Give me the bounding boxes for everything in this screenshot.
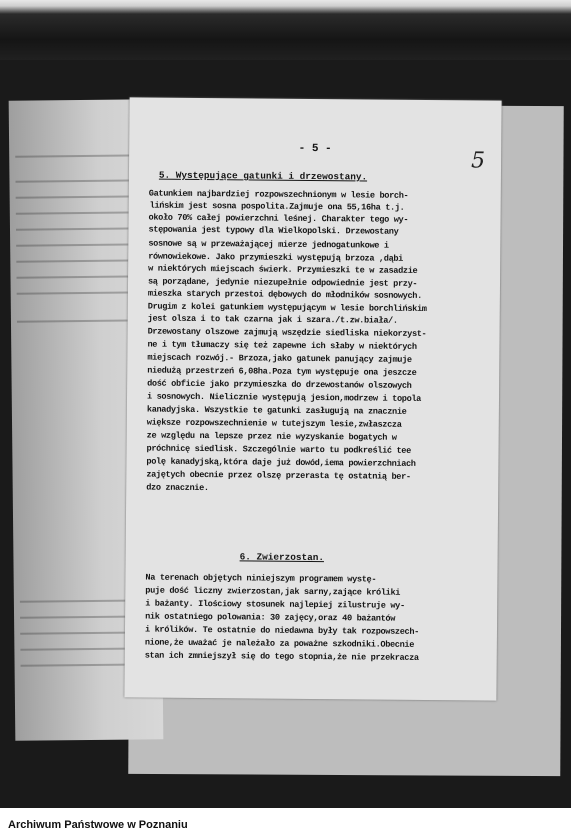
text-line: Gatunkiem najbardziej rozpowszechnionym w lesie borch- <box>148 188 409 201</box>
text-line: ze względu na lepsze przez nie wyzyskanie bogatych w <box>146 430 397 443</box>
text-line: i sosnowych. Nielicznie występują jesion,modrzew i topola <box>146 391 422 404</box>
text-line: polę kanadyjską,która daje już dowód,iema powierzchniach <box>146 456 416 469</box>
text-line: Drugim z kolei gatunkiem występującym w lesie borchlińskim <box>147 301 427 314</box>
text-line: większe rozpowszechnienie w tutejszym lesie,zwłaszcza <box>146 417 402 430</box>
text-line: dzo znacznie. <box>146 482 209 494</box>
text-line: mieszka starych przestoi dębowych do młodników sosnowych. <box>147 288 422 301</box>
text-line: niedużą przestrzeń 6,08ha.Poza tym występuje ona jeszcze <box>147 365 417 378</box>
text-line: nione,że uważać je należało za poważne szkodniki.Obecnie <box>144 637 415 650</box>
text-line: i bażanty. Ilościowy stosunek najlepiej zilustruje wy- <box>145 598 405 611</box>
text-line: jest olsza i to tak czarna jak i szara./t.zw.biała/. <box>147 313 398 326</box>
text-line: miejscach rozwój.- Brzoza,jako gatunek panujący zajmuje <box>147 352 412 365</box>
text-line: ne i tym tłumaczy się też zapewne ich słaby w niektórych <box>147 339 417 352</box>
text-line: i królików. Te ostatnie do niedawna były tak rozpowszech- <box>144 624 420 637</box>
text-line: zajętych obecnie przez olszę przerasta tę ostatnią ber- <box>146 469 411 482</box>
text-line: lińskim jest sosna pospolita.Zajmuje ona 55,16ha t.j. <box>149 200 405 213</box>
text-line: równowiekowe. Jako przymieszki występują brzoza ,dąbi <box>148 251 404 264</box>
section-6-heading: 6. Zwierzostan. <box>239 551 325 564</box>
text-line: Drzewostany olszowe zajmują wszędzie siedliska niekorzyst- <box>147 326 427 339</box>
film-edge <box>0 0 571 60</box>
page-number: - 5 - <box>298 142 332 156</box>
text-line: około 70% całej powierzchni leśnej. Charakter tego wy- <box>148 212 409 225</box>
text-line: nik ostatniego polowania: 30 zajęcy,oraz 40 bażantów <box>145 611 396 624</box>
text-line: stan ich zmniejszył się do tego stopnia,że nie przekracza <box>144 650 419 663</box>
section-5-heading: 5. Występujące gatunki i drzewostany. <box>158 169 368 183</box>
text-line: stępowania jest typowy dla Wielkopolski. Drzewostany <box>148 224 399 237</box>
text-line: kanadyjska. Wszystkie te gatunki zasługują na znacznie <box>146 404 407 417</box>
text-line: puje dość liczny zwierzostan,jak sarny,zające króliki <box>145 585 401 598</box>
text-line: sosnowe są w przeważającej mierze jednogatunkowe i <box>148 238 389 251</box>
text-line: dość obficie jako przymieszka do drzewostanów olszowych <box>147 378 412 391</box>
document-page <box>124 97 501 700</box>
archive-footer <box>0 808 571 840</box>
text-line: są porządane, jedynie niezupełnie odpowiednie jest przy- <box>147 276 418 289</box>
text-line: Na terenach objętych niniejszym programem wystę- <box>145 572 377 585</box>
margin-page-mark: 5 <box>470 148 486 174</box>
text-line: w niektórych miejscach świerk. Przymieszki te w zasadzie <box>148 263 418 276</box>
archive-label: Archiwum Państwowe w Poznaniu <box>8 819 188 831</box>
text-line: próchnicę siedlisk. Szczególnie warto tu podkreślić tee <box>146 443 411 456</box>
